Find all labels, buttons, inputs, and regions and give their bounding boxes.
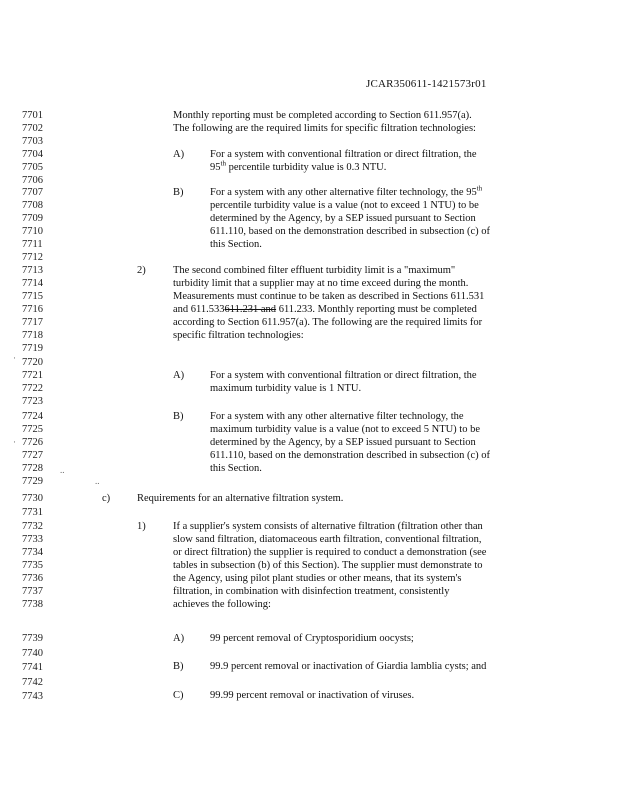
line-number: 7731 [22,507,43,518]
item-marker: 1) [137,521,146,532]
paragraph-line: turbidity limit that a supplier may at no time exceed during the month. [173,278,469,289]
line-number: 7704 [22,149,43,160]
line-number: 7741 [22,662,43,673]
text-run: and 611.533 [173,304,225,315]
line-number: 7726 [22,437,43,448]
line-number: 7703 [22,136,43,147]
line-number: 7736 [22,573,43,584]
line-number: 7714 [22,278,43,289]
line-number: 7718 [22,330,43,341]
line-number: 7713 [22,265,43,276]
line-number: 7742 [22,676,43,688]
item-marker: B) [173,187,184,198]
paragraph-line [210,159,387,174]
line-number: 7710 [22,226,43,237]
line-number: 7738 [22,599,43,610]
paragraph-line [210,184,483,199]
intro-line: The following are the required limits for specific filtration technologies: [173,123,476,134]
text-run: 611.233. Monthly reporting must be completed [276,304,477,315]
line-number: 7730 [22,493,43,504]
line-number: 7711 [22,239,43,250]
line-number: 7707 [22,187,43,198]
paragraph-line: Measurements must continue to be taken as described in Sections 611.531 [173,291,485,302]
intro-line: Monthly reporting must be completed according to Section 611.957(a). [173,110,472,121]
paragraph-line: determined by the Agency, by a SEP issued pursuant to Section [210,437,476,448]
line-number: 7739 [22,633,43,644]
line-number: 7727 [22,450,43,461]
paragraph-line: or direct filtration) the supplier is required to conduct a demonstration (see [173,547,487,558]
line-number: 7724 [22,411,43,422]
paragraph-line: according to Section 611.957(a). The following are the required limits for [173,317,483,328]
paragraph-line: 99.9 percent removal or inactivation of Giardia lamblia cysts; and [210,661,487,672]
paragraph-line: this Section. [210,463,262,474]
paragraph-line: 99.99 percent removal or inactivation of viruses. [210,690,415,701]
paragraph-line: percentile turbidity value is a value (not to exceed 1 NTU) to be [210,200,479,211]
line-number: 7708 [22,200,43,211]
text-run: For a system with any other alternative filter technology, the 95 [210,187,477,198]
line-number: 7715 [22,291,43,302]
item-marker: 2) [137,265,146,276]
line-number: 7728 [22,463,43,474]
paragraph-line: tables in subsection (b) of this Section). The supplier must demonstrate to [173,560,483,571]
line-number: 7722 [22,383,43,394]
paragraph-line: this Section. [210,239,262,250]
paragraph-line: 611.110, based on the demonstration described in subsection (c) of [210,450,491,461]
paragraph-line [173,304,477,316]
line-number: 7721 [22,370,43,381]
line-number: 7705 [22,162,43,173]
line-number: 7706 [22,175,43,186]
text-run: 95 [210,162,221,173]
paragraph-line: determined by the Agency, by a SEP issued pursuant to Section [210,213,476,224]
scan-artifact: · [13,437,16,447]
item-marker: A) [173,149,185,160]
paragraph-line: If a supplier's system consists of alternative filtration (filtration other than [173,521,483,532]
line-number: 7732 [22,521,43,532]
item-marker: c) [102,493,111,504]
struck-text: 611.231 and [224,304,277,315]
paragraph-line: For a system with any other alternative filter technology, the [210,411,464,422]
document-header-id: JCAR350611-1421573r01 [366,78,487,90]
paragraph-line: Requirements for an alternative filtration system. [137,493,344,504]
line-number: 7720 [22,357,43,368]
paragraph-line: The second combined filter effluent turbidity limit is a "maximum" [173,265,456,276]
line-number: 7719 [22,343,43,354]
line-number: 7702 [22,123,43,134]
paragraph-line: For a system with conventional filtration or direct filtration, the [210,370,477,381]
line-number: 7717 [22,317,43,328]
scan-artifact: .. [60,465,65,475]
line-number: 7743 [22,691,43,702]
paragraph-line: achieves the following: [173,599,271,610]
scan-artifact: · [13,353,16,363]
line-number: 7737 [22,586,43,597]
line-number: 7729 [22,476,43,487]
paragraph-line: specific filtration technologies: [173,330,304,341]
line-number: 7735 [22,560,43,571]
paragraph-line: 611.110, based on the demonstration described in subsection (c) of [210,226,491,237]
paragraph-line: maximum turbidity value is 1 NTU. [210,383,362,394]
item-marker: B) [173,661,184,672]
item-marker: B) [173,411,184,422]
line-number: 7716 [22,304,43,315]
line-number: 7712 [22,252,43,263]
superscript: th [476,184,483,193]
item-marker: A) [173,370,185,381]
scan-artifact: .. [95,476,100,486]
line-number: 7733 [22,534,43,545]
paragraph-line: slow sand filtration, diatomaceous earth filtration, conventional filtration, [173,534,482,545]
line-number: 7734 [22,547,43,558]
line-number: 7709 [22,213,43,224]
line-number: 7740 [22,647,43,659]
paragraph-line: 99 percent removal of Cryptosporidium oocysts; [210,633,414,644]
paragraph-line: the Agency, using pilot plant studies or other means, that its system's [173,573,462,584]
paragraph-line: For a system with conventional filtration or direct filtration, the [210,149,477,160]
line-number: 7725 [22,424,43,435]
item-marker: C) [173,690,184,701]
superscript: th [220,159,226,168]
paragraph-line: filtration, in combination with disinfection treatment, consistently [173,586,450,597]
paragraph-line: maximum turbidity value is a value (not to exceed 5 NTU) to be [210,424,481,435]
line-number: 7723 [22,396,43,407]
line-number: 7701 [22,110,43,121]
item-marker: A) [173,633,185,644]
text-run: percentile turbidity value is 0.3 NTU. [225,162,387,173]
